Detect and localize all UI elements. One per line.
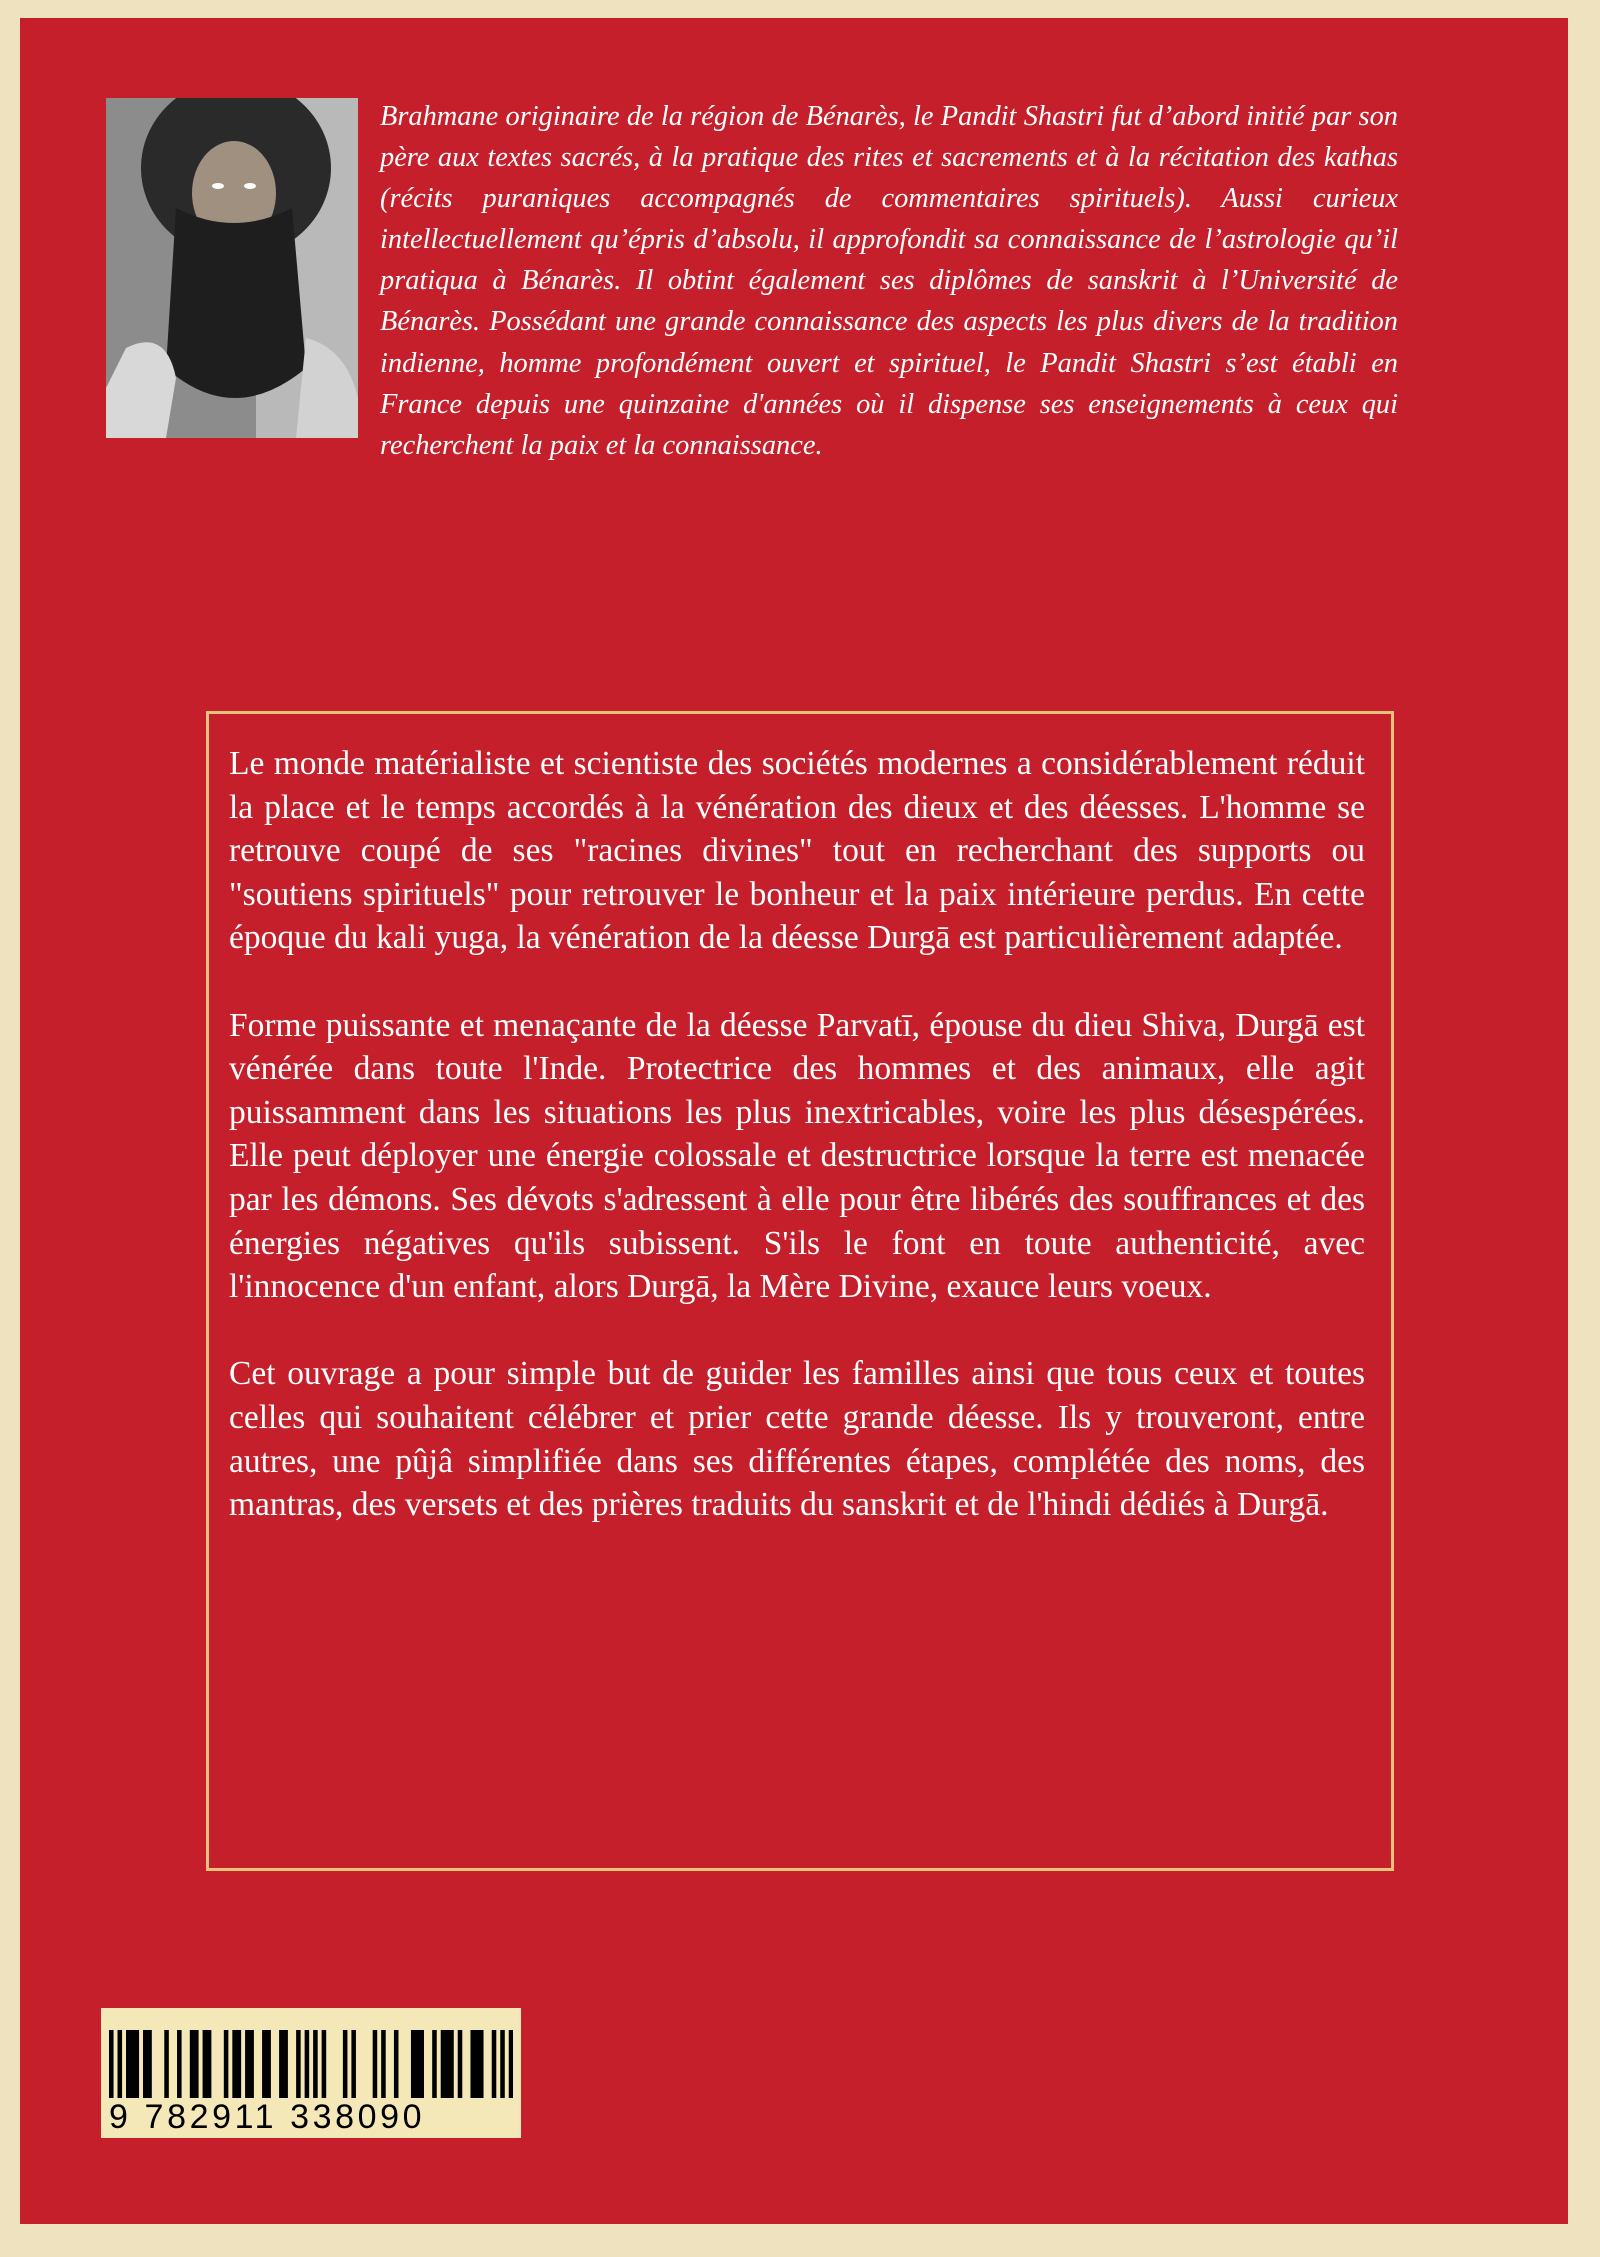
barcode-bar [343,2030,348,2098]
barcode-bar [194,2030,199,2098]
barcode-bar [449,2030,454,2098]
author-photo [106,98,358,438]
barcode-bar [266,2030,271,2098]
barcode-bar [262,2030,267,2098]
barcode-bar [177,2030,182,2098]
barcode-bar [135,2030,140,2098]
barcode-bar [381,2030,386,2098]
barcode-bar [190,2030,195,2098]
barcode-bar [130,2030,135,2098]
barcode-bar [164,2030,169,2098]
barcode-bar [313,2030,318,2098]
barcode-bar [351,2030,356,2098]
blurb-paragraph: Le monde matérialiste et scientiste des sociétés modernes a considérablement réduit la place et le temps accordés à la vénération des dieux et des déesses. L'homme se retrouve coupé de ses "racines divines" tout en recherchant des supports ou "soutiens spirituels" pour retrouver le bonheur et la paix intérieure perdus. En cette époque du kali yuga, la vénération de la déesse Durgā est particulièrement adaptée. [229,745,1365,957]
barcode-bar [470,2030,475,2098]
barcode-bar [458,2030,463,2098]
barcode-bar [415,2030,420,2098]
barcode-label [101,2008,521,2138]
barcode-bar [305,2030,310,2098]
barcode-bar [492,2030,497,2098]
barcode-bar [279,2030,284,2098]
barcode-bar [232,2030,237,2098]
blurb-paragraph: Forme puissante et menaçante de la déesse Parvatī, épouse du dieu Shiva, Durgā est vénérée dans toute l'Inde. Protectrice des hommes et des animaux, elle agit puissamment dans les situations les plus inextricables, voire les plus désespérées. Elle peut déployer une énergie colossale et destructrice lorsque la terre est menacée par les démons. Ses dévots s'adressent à elle pour être libérés des souffrances et des énergies négatives qu'ils subissent. S'ils le font en toute authenticité, avec l'innocence d'un enfant, alors Durgā, la Mère Divine, exauce leurs voeux. [229,1006,1365,1306]
barcode-bar [147,2030,152,2098]
barcode-bar [143,2030,148,2098]
barcode-bar [419,2030,424,2098]
barcode-bar [394,2030,399,2098]
barcode-bar [245,2030,250,2098]
barcode-bar [479,2030,484,2098]
barcode-bar [475,2030,480,2098]
barcode-bar [207,2030,212,2098]
blurb [229,742,1365,1527]
barcode [109,2030,513,2098]
barcode-bar [445,2030,450,2098]
isbn-number: 9 782911 338090 [109,2098,426,2136]
blurb-paragraph: Cet ouvrage a pour simple but de guider les familles ainsi que tous ceux et toutes celles qui souhaitent célébrer et prier cette grande déesse. Ils y trouveront, entre autres, une pûjâ simplifiée dans ses différentes étapes, complétée des noms, des mantras, des versets et des prières traduits du sanskrit et de l'hindi dédiés à Durgā. [229,1355,1365,1524]
barcode-bar [249,2030,254,2098]
barcode-bar [509,2030,513,2098]
barcode-bar [203,2030,208,2098]
barcode-bar [441,2030,446,2098]
barcode-bar [109,2030,114,2098]
barcode-bar [118,2030,123,2098]
author-biography: Brahmane originaire de la région de Bénarès, le Pandit Shastri fut d’abord initié par son père aux textes sacrés, à la pratique des rites et sacrements et à la récitation des kathas (récits puraniques accompagnés de commentaires spirituels). Aussi curieux intellectuellement qu’épris d’absolu, il approfondit sa connaissance de l’astrologie qu’il pratiqua à Bénarès. Il obtint également ses diplômes de sanskrit à l’Université de Bénarès. Possédant une grande connaissance des aspects les plus divers de la tradition indienne, homme profondément ouvert et spirituel, le Pandit Shastri s’est établi en France depuis une quinzaine d'années où il dispense ses enseignements à ceux qui recherchent la paix et la connaissance. [380,101,1398,461]
barcode-bar [296,2030,301,2098]
barcode-bar [432,2030,437,2098]
barcode-bar [283,2030,288,2098]
barcode-bar [411,2030,416,2098]
barcode-bar [126,2030,131,2098]
barcode-bar [224,2030,229,2098]
barcode-bar [500,2030,505,2098]
barcode-bar [322,2030,327,2098]
barcode-bar [373,2030,378,2098]
barcode-bar [237,2030,242,2098]
